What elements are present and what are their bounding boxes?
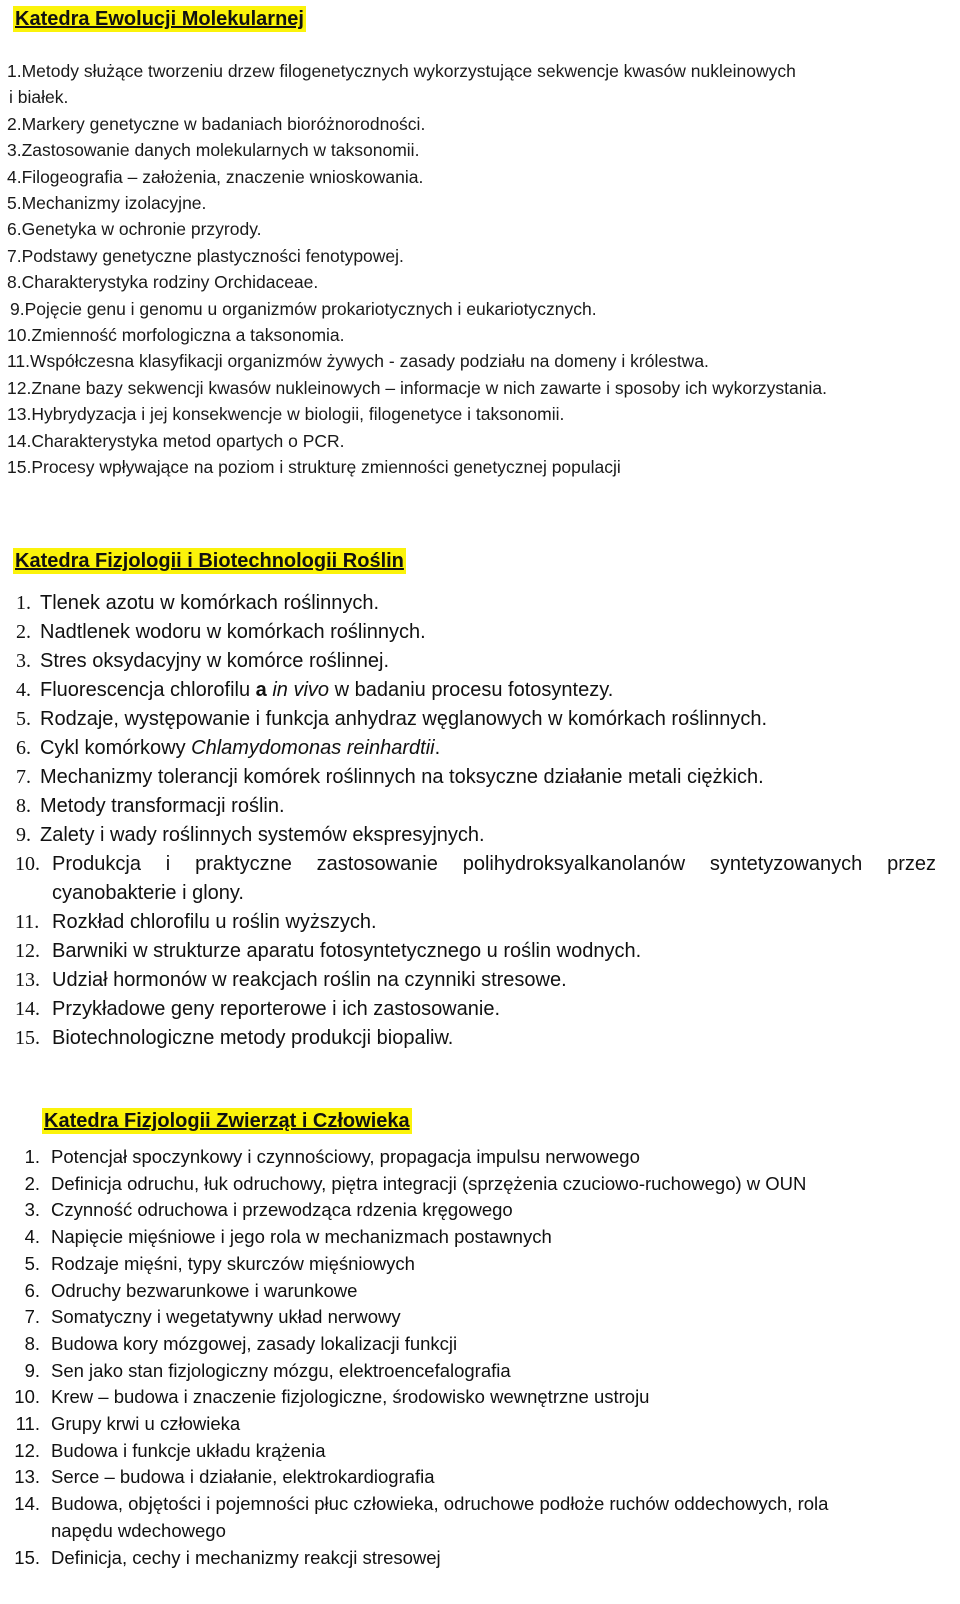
item-text: Charakterystyka rodziny Orchidaceae.	[21, 272, 319, 293]
item-text: Potencjał spoczynkowy i czynnościowy, propagacja impulsu nerwowego	[51, 1146, 640, 1167]
item-text: Zastosowanie danych molekularnych w taksonomii.	[21, 140, 420, 161]
item-text-part: in vivo	[272, 679, 330, 701]
item-number: 15.	[15, 1027, 40, 1049]
item-text: Pojęcie genu i genomu u organizmów prokariotycznych i eukariotycznych.	[24, 298, 597, 319]
item-number: 4.	[16, 679, 31, 701]
item-number: 7.	[7, 245, 22, 266]
list-item	[7, 350, 709, 372]
item-number: 13.	[15, 969, 40, 991]
section-heading-animal-physiology: Katedra Fizjologii Zwierząt i Człowieka	[44, 1110, 410, 1132]
item-number: 9.	[24, 1359, 40, 1381]
item-text: Rodzaje, występowanie i funkcja anhydraz węglanowych w komórkach roślinnych.	[40, 708, 768, 730]
item-continuation: i białek.	[9, 87, 69, 108]
item-number: 10.	[15, 853, 40, 875]
item-number: 11.	[7, 351, 31, 372]
item-text: Biotechnologiczne metody produkcji biopaliw.	[52, 1027, 454, 1049]
item-number: 4.	[7, 166, 22, 187]
item-text: Grupy krwi u człowieka	[51, 1413, 241, 1434]
item-number: 6.	[16, 737, 31, 759]
item-text: Mechanizmy tolerancji komórek roślinnych na toksyczne działanie metali ciężkich.	[40, 766, 764, 788]
item-number: 14.	[15, 998, 40, 1020]
item-number: 12.	[15, 940, 40, 962]
item-text-part: w badaniu procesu fotosyntezy.	[329, 679, 614, 701]
item-continuation: cyanobakterie i glony.	[52, 882, 244, 904]
item-number: 5.	[7, 193, 22, 213]
section-heading-plant-physiology: Katedra Fizjologii i Biotechnologii Roślin	[15, 550, 404, 572]
item-text: Definicja odruchu, łuk odruchowy, piętra integracji (sprzężenia czuciowo-ruchowego) w OUN	[51, 1172, 807, 1194]
item-text: Zmienność morfologiczna a taksonomia.	[31, 325, 345, 345]
item-number: 15.	[7, 457, 32, 477]
item-text-part: Cykl komórkowy	[40, 737, 192, 759]
item-text: Metody transformacji roślin.	[40, 795, 285, 817]
item-text: Budowa i funkcje układu krążenia	[51, 1439, 326, 1461]
item-number: 9.	[16, 824, 31, 846]
list-item	[7, 166, 423, 188]
item-number: 14.	[7, 430, 32, 451]
list-item	[7, 113, 425, 135]
item-text: Rozkład chlorofilu u roślin wyższych.	[52, 911, 377, 933]
item-number: 10.	[7, 325, 32, 345]
item-number: 9.	[10, 298, 25, 319]
item-text: Czynność odruchowa i przewodząca rdzenia kręgowego	[51, 1199, 513, 1221]
item-number: 13.	[7, 404, 32, 425]
list-item	[7, 139, 419, 161]
item-text: Udział hormonów w reakcjach roślin na czynniki stresowe.	[52, 969, 567, 991]
item-number: 2.	[24, 1172, 40, 1194]
item-text: Nadtlenek wodoru w komórkach roślinnych.	[40, 621, 426, 643]
item-text: Hybrydyzacja i jej konsekwencje w biologii, filogenetyce i taksonomii.	[31, 404, 565, 425]
item-number: 6.	[24, 1279, 40, 1301]
item-text: Budowa kory mózgowej, zasady lokalizacji funkcji	[51, 1332, 458, 1354]
item-text: Somatyczny i wegetatywny układ nerwowy	[51, 1306, 401, 1328]
item-number: 14.	[14, 1493, 40, 1515]
item-number: 10.	[14, 1386, 40, 1408]
item-number: 12.	[7, 377, 32, 398]
item-text: Zalety i wady roślinnych systemów ekspresyjnych.	[40, 824, 485, 846]
list-item	[7, 245, 404, 267]
item-text: Barwniki w strukturze aparatu fotosyntetycznego u roślin wodnych.	[52, 940, 642, 962]
item-number: 5.	[16, 708, 31, 730]
list-item	[7, 324, 345, 346]
item-text: Metody służące tworzeniu drzew filogenetycznych wykorzystujące sekwencje kwasów nukleinowych	[21, 61, 796, 81]
item-text-part: .	[434, 737, 441, 759]
item-number: 8.	[16, 795, 31, 817]
item-number: 8.	[24, 1332, 40, 1354]
item-text: Tlenek azotu w komórkach roślinnych.	[40, 592, 380, 614]
item-number: 11.	[15, 911, 40, 933]
item-text: Krew – budowa i znaczenie fizjologiczne, środowisko wewnętrzne ustroju	[51, 1386, 650, 1408]
item-text: Współczesna klasyfikacji organizmów żywych - zasady podziału na domeny i królestwa.	[30, 351, 709, 372]
item-number: 2.	[16, 621, 31, 643]
item-text-part: a	[255, 679, 267, 701]
list-item	[7, 377, 827, 399]
item-number: 1.	[7, 61, 22, 81]
item-text: Serce – budowa i działanie, elektrokardiografia	[51, 1466, 435, 1488]
item-number: 12.	[14, 1439, 40, 1461]
item-text: Rodzaje mięśni, typy skurczów mięśniowych	[51, 1252, 415, 1274]
section-heading-molecular-evolution: Katedra Ewolucji Molekularnej	[15, 8, 304, 30]
item-number: 6.	[7, 219, 22, 240]
item-text: Napięcie mięśniowe i jego rola w mechanizmach postawnych	[51, 1226, 552, 1248]
item-text	[40, 677, 613, 703]
item-number: 7.	[16, 766, 31, 788]
item-text: Markery genetyczne w badaniach bioróżnorodności.	[21, 113, 426, 134]
item-number: 3.	[7, 140, 22, 161]
item-text: Filogeografia – założenia, znaczenie wnioskowania.	[21, 166, 424, 187]
item-text: Definicja, cechy i mechanizmy reakcji stresowej	[51, 1546, 441, 1568]
item-text: Produkcja i praktyczne zastosowanie polihydroksyalkanolanów syntetyzowanych przez	[52, 853, 936, 875]
list-item	[7, 271, 318, 293]
item-text: Odruchy bezwarunkowe i warunkowe	[51, 1279, 358, 1301]
list-item	[10, 298, 597, 320]
item-number: 13.	[14, 1466, 40, 1488]
list-item	[7, 218, 262, 240]
item-text-part: Fluorescencja chlorofilu	[40, 679, 256, 701]
item-number: 15.	[14, 1546, 40, 1568]
item-number: 1.	[16, 592, 31, 614]
item-number: 3.	[16, 650, 31, 672]
list-item	[7, 192, 206, 214]
item-text	[40, 735, 440, 761]
list-item	[7, 60, 796, 82]
list-item	[7, 430, 345, 452]
item-continuation: napędu wdechowego	[51, 1519, 226, 1541]
item-number: 11.	[15, 1413, 40, 1434]
item-text: Genetyka w ochronie przyrody.	[21, 219, 262, 240]
item-text: Podstawy genetyczne plastyczności fenotypowej.	[21, 245, 404, 266]
list-item	[7, 403, 564, 425]
item-number: 2.	[7, 113, 22, 134]
list-item	[7, 456, 621, 478]
item-text-part: Chlamydomonas reinhardtii	[191, 737, 435, 759]
item-text: Sen jako stan fizjologiczny mózgu, elektroencefalografia	[51, 1359, 511, 1381]
item-text: Znane bazy sekwencji kwasów nukleinowych – informacje w nich zawarte i sposoby ich wykorzystania.	[31, 377, 827, 398]
item-number: 8.	[7, 272, 22, 293]
item-text: Stres oksydacyjny w komórce roślinnej.	[40, 650, 390, 672]
item-number: 7.	[24, 1306, 40, 1328]
item-text: Mechanizmy izolacyjne.	[21, 193, 207, 213]
item-number: 5.	[24, 1252, 40, 1274]
item-number: 3.	[24, 1199, 40, 1221]
item-text: Budowa, objętości i pojemności płuc człowieka, odruchowe podłoże ruchów oddechowych, rola	[51, 1493, 829, 1515]
item-text: Charakterystyka metod opartych o PCR.	[31, 430, 345, 451]
item-number: 1.	[24, 1146, 40, 1167]
item-number: 4.	[24, 1226, 40, 1248]
item-text: Procesy wpływające na poziom i strukturę zmienności genetycznej populacji	[31, 457, 621, 477]
item-text: Przykładowe geny reporterowe i ich zastosowanie.	[52, 998, 500, 1020]
